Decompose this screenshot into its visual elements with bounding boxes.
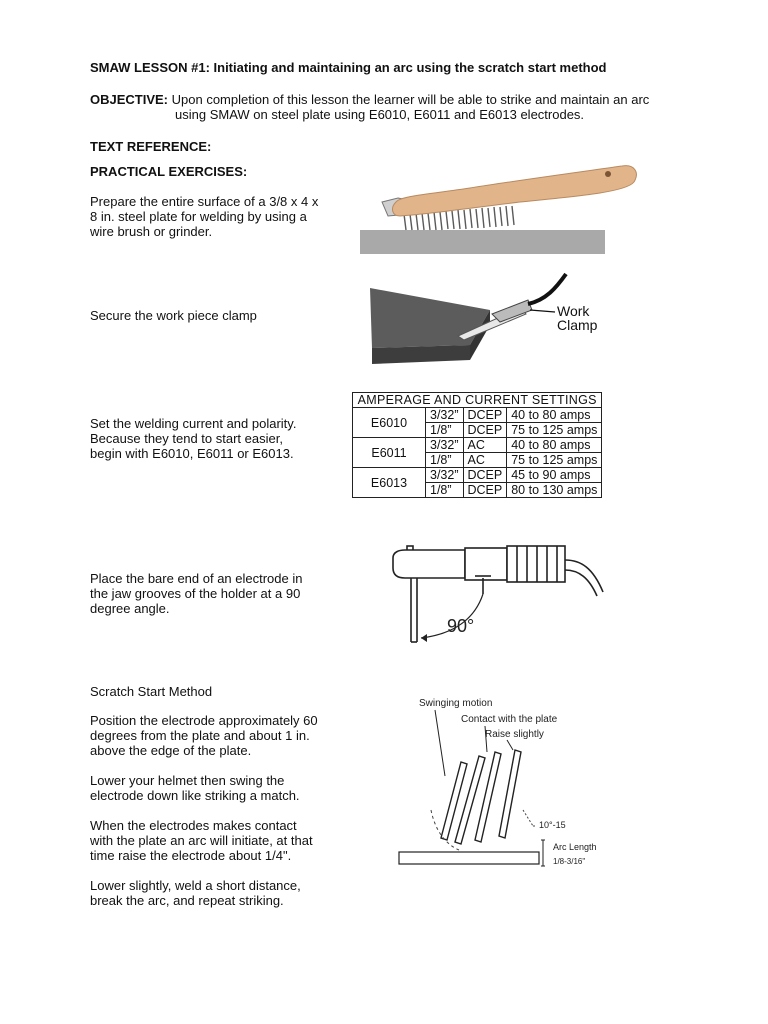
polarity-cell: DCEP: [463, 483, 507, 498]
step-set-current-line: Because they tend to start easier,: [90, 431, 283, 446]
step-lower-line: break the arc, and repeat striking.: [90, 893, 284, 908]
step-contact-line: time raise the electrode about 1/4".: [90, 848, 292, 863]
lesson-title: SMAW LESSON #1: Initiating and maintaining an arc using the scratch start method: [90, 60, 607, 75]
step-place-line: degree angle.: [90, 601, 170, 616]
step-helmet-line: electrode down like striking a match.: [90, 788, 300, 803]
step-helmet-line: Lower your helmet then swing the: [90, 773, 285, 788]
amps-cell: 80 to 130 amps: [507, 483, 602, 498]
size-cell: 1/8”: [426, 423, 464, 438]
angle-guide: [523, 810, 533, 826]
size-cell: 3/32”: [426, 468, 464, 483]
step-position-line: degrees from the plate and about 1 in.: [90, 728, 310, 743]
objective-line2: using SMAW on steel plate using E6010, E6011 and E6013 electrodes.: [175, 107, 585, 122]
step-position-line: Position the electrode approximately 60: [90, 713, 318, 728]
clamp-label: Clamp: [557, 317, 598, 333]
step-prepare-line: wire brush or grinder.: [90, 224, 213, 239]
table-header: AMPERAGE AND CURRENT SETTINGS: [353, 393, 602, 408]
table-row: [353, 408, 602, 423]
size-cell: 3/32”: [426, 438, 464, 453]
swinging-motion-label: Swinging motion: [419, 698, 493, 709]
step-lower-line: Lower slightly, weld a short distance,: [90, 878, 301, 893]
table-header-row: [353, 393, 602, 408]
size-cell: 1/8”: [426, 453, 464, 468]
polarity-cell: AC: [463, 453, 507, 468]
amperage-table: [352, 392, 602, 498]
angle-range-label: 10°-15: [539, 820, 566, 830]
step-set-current: [90, 416, 296, 461]
electrode-holder-figure: [385, 538, 615, 650]
text-reference-heading: TEXT REFERENCE:: [90, 139, 212, 154]
work-clamp-figure: [360, 270, 630, 380]
step-prepare-line: Prepare the entire surface of a 3/8 x 4 x: [90, 194, 319, 209]
work-clamp-icon: [458, 274, 566, 340]
objective-line1: Upon completion of this lesson the learner will be able to strike and maintain an arc: [168, 92, 650, 107]
table-row: [353, 438, 602, 453]
practical-exercises-heading: PRACTICAL EXERCISES:: [90, 164, 248, 179]
step-set-current-line: begin with E6010, E6011 or E6013.: [90, 446, 294, 461]
step-contact: [90, 818, 313, 863]
base-plate: [399, 852, 539, 864]
step-position-line: above the edge of the plate.: [90, 743, 252, 758]
steel-plate: [360, 230, 605, 254]
objective: [90, 92, 710, 107]
electrode-cell: E6011: [353, 438, 426, 468]
amps-cell: 75 to 125 amps: [507, 453, 602, 468]
scratch-start-heading: Scratch Start Method: [90, 684, 213, 699]
angle-label: 90°: [447, 616, 475, 636]
step-lower-helmet: [90, 773, 300, 803]
amps-cell: 40 to 80 amps: [507, 408, 602, 423]
polarity-cell: DCEP: [463, 408, 507, 423]
work-label: Work: [557, 303, 590, 319]
arc-length-value: 1/8-3/16": [553, 857, 586, 866]
electrode-cell: E6013: [353, 468, 426, 498]
step-contact-line: When the electrodes makes contact: [90, 818, 297, 833]
polarity-cell: DCEP: [463, 468, 507, 483]
step-set-current-line: Set the welding current and polarity.: [90, 416, 297, 431]
steel-plate-icon: [370, 288, 490, 364]
step-prepare-line: 8 in. steel plate for welding by using a: [90, 209, 307, 224]
wire-brush-icon: [382, 166, 636, 230]
step-place-electrode: [90, 571, 302, 616]
arrow-icon: [421, 634, 427, 642]
electrode-holder-icon: [393, 546, 603, 642]
swing-motion-figure: [395, 690, 625, 880]
amps-cell: 40 to 80 amps: [507, 438, 602, 453]
electrode-cell: E6010: [353, 408, 426, 438]
table-row: [353, 468, 602, 483]
contact-label: Contact with the plate: [461, 714, 558, 725]
step-secure: Secure the work piece clamp: [90, 308, 257, 323]
objective-label: OBJECTIVE:: [90, 92, 169, 107]
polarity-cell: AC: [463, 438, 507, 453]
arc-length-label: Arc Length: [553, 842, 597, 852]
electrode-positions: [441, 750, 521, 844]
step-place-line: the jaw grooves of the holder at a 90: [90, 586, 301, 601]
step-lower-slightly: [90, 878, 301, 908]
raise-label: Raise slightly: [485, 729, 544, 740]
step-position: [90, 713, 318, 758]
size-cell: 3/32”: [426, 408, 464, 423]
step-contact-line: with the plate an arc will initiate, at that: [90, 833, 313, 848]
polarity-cell: DCEP: [463, 423, 507, 438]
amps-cell: 75 to 125 amps: [507, 423, 602, 438]
wire-brush-figure: [360, 158, 640, 258]
amps-cell: 45 to 90 amps: [507, 468, 602, 483]
size-cell: 1/8”: [426, 483, 464, 498]
step-place-line: Place the bare end of an electrode in: [90, 571, 303, 586]
step-prepare: [90, 194, 318, 239]
